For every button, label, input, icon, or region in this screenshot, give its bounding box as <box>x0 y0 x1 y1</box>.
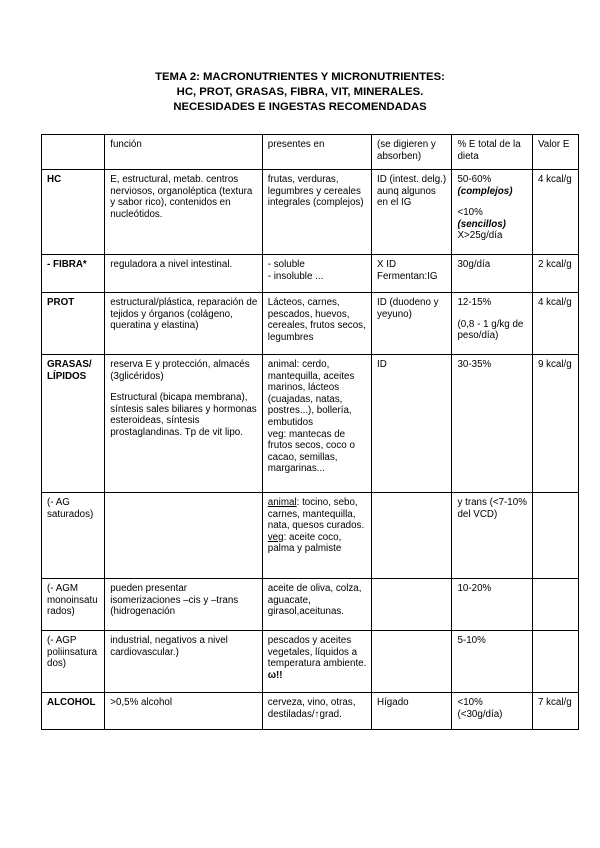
header-funcion: función <box>105 135 263 170</box>
cell-presentes <box>262 255 371 293</box>
ag-sat-veg-key: veg <box>267 531 284 543</box>
cell-pct: 30-35% <box>452 355 532 493</box>
fibra-insoluble: - insoluble ... <box>267 270 324 282</box>
cell-funcion: industrial, negativos a nivel cardiovascular.) <box>105 631 263 693</box>
cell-valor: 4 kcal/g <box>532 293 578 355</box>
cell-digestion <box>372 255 452 293</box>
cell-presentes: frutas, verduras, legumbres y cereales integrales (complejos) <box>262 170 371 255</box>
fibra-soluble: - soluble <box>267 259 305 270</box>
fibra-no-id: X ID <box>377 259 397 270</box>
cell-digestion: ID (intest. delg.) aunq algunos en el IG <box>372 170 452 255</box>
cell-funcion: estructural/plástica, reparación de tejidos y órganos (colágeno, queratina y elastina) <box>105 293 263 355</box>
cell-valor: 9 kcal/g <box>532 355 578 493</box>
cell-funcion <box>105 493 263 579</box>
ag-sat-animal-list: : tocino, sebo, carnes, mantequilla, nata, quesos curados. <box>267 497 365 532</box>
pct-fibra-min: X>25g/día <box>457 230 503 242</box>
header-pct-energia: % E total de la dieta <box>452 135 532 170</box>
row-label-agm: (- AGM monoinsaturados) <box>42 579 105 631</box>
pct-complejos: 50-60% <box>457 174 492 185</box>
cell-valor <box>532 579 578 631</box>
fibra-fermentan: Fermentan:IG <box>377 270 438 282</box>
cell-funcion: >0,5% alcohol <box>105 693 263 730</box>
cell-funcion: reguladora a nivel intestinal. <box>105 255 263 293</box>
row-label-ag-saturados: (- AG saturados) <box>42 493 105 579</box>
table-row <box>42 355 579 493</box>
cell-funcion: pueden presentar isomerizaciones –cis y –trans (hidrogenación <box>105 579 263 631</box>
table-row <box>42 631 579 693</box>
cell-presentes <box>262 493 371 579</box>
omega-mark: ω!! <box>267 669 283 681</box>
grasas-funcion-reserva: reserva E y protección, almacés (3glicéridos) <box>110 359 250 382</box>
table-row <box>42 693 579 730</box>
ag-sat-veg-list: : aceite coco, palma y palmiste <box>267 531 342 555</box>
header-empty <box>42 135 105 170</box>
header-row <box>42 135 579 170</box>
cell-presentes: cerveza, vino, otras, destiladas/↑grad. <box>262 693 371 730</box>
cell-pct: 5-10% <box>452 631 532 693</box>
cell-presentes <box>262 355 371 493</box>
cell-presentes: aceite de oliva, colza, aguacate, girasol,aceitunas. <box>262 579 371 631</box>
cell-pct <box>452 293 532 355</box>
cell-digestion <box>372 493 452 579</box>
table-row <box>42 579 579 631</box>
table-row <box>42 255 579 293</box>
row-label-fibra: - FIBRA* <box>42 255 105 293</box>
alcohol-g-dia: (<30g/día) <box>457 708 503 720</box>
ag-sat-animal-key: animal <box>267 497 297 508</box>
title-line-3: NECESIDADES E INGESTAS RECOMENDADAS <box>173 101 427 113</box>
cell-pct: 30g/día <box>452 255 532 293</box>
cell-valor <box>532 493 578 579</box>
row-label-alcohol: ALCOHOL <box>42 693 105 730</box>
grasas-vegetal: veg: mantecas de frutos secos, coco o cacao, semillas, margarinas... <box>267 428 355 475</box>
ag-sat-veg <box>268 532 367 555</box>
cell-pct <box>452 693 532 730</box>
pct-sencillos-note: (sencillos) <box>457 218 506 230</box>
document-title <box>40 70 560 115</box>
header-presentes: presentes en <box>262 135 371 170</box>
row-label-hc: HC <box>42 170 105 255</box>
pct-sencillos: <10% <box>457 207 483 219</box>
grasas-funcion-estructural: Estructural (bicapa membrana), síntesis sales biliares y hormonas esteroideas, síntesis prostaglandinas. Tp de vit lipo. <box>110 392 257 438</box>
header-digestion: (se digieren y absorben) <box>372 135 452 170</box>
cell-valor <box>532 631 578 693</box>
table-row <box>42 493 579 579</box>
prot-pct: 12-15% <box>457 297 492 308</box>
cell-pct <box>452 170 532 255</box>
cell-valor: 2 kcal/g <box>532 255 578 293</box>
row-label-grasas: GRASAS/ LÍPIDOS <box>42 355 105 493</box>
cell-funcion <box>105 355 263 493</box>
row-label-prot: PROT <box>42 293 105 355</box>
agp-sources: pescados y aceites vegetales, líquidos a temperatura ambiente. <box>267 635 367 670</box>
cell-funcion: E, estructural, metab. centros nerviosos, organoléptica (textura y sabor rico), contenidos en nucleótidos. <box>105 170 263 255</box>
prot-g-kg: (0,8 - 1 g/kg de peso/día) <box>457 318 524 342</box>
cell-presentes <box>262 631 371 693</box>
table-row <box>42 170 579 255</box>
cell-digestion: ID <box>372 355 452 493</box>
cell-presentes: Lácteos, carnes, pescados, huevos, cereales, frutos secos, legumbres <box>262 293 371 355</box>
table-row <box>42 293 579 355</box>
header-valor-energia: Valor E <box>532 135 578 170</box>
cell-digestion <box>372 631 452 693</box>
cell-valor: 4 kcal/g <box>532 170 578 255</box>
cell-pct: y trans (<7-10% del VCD) <box>452 493 532 579</box>
title-line-2: HC, PROT, GRASAS, FIBRA, VIT, MINERALES. <box>176 86 424 98</box>
title-line-1: TEMA 2: MACRONUTRIENTES Y MICRONUTRIENTES: <box>155 71 445 83</box>
pct-complejos-note: (complejos) <box>457 185 513 197</box>
row-label-agp: (- AGP poliinsaturados) <box>42 631 105 693</box>
cell-digestion: Hígado <box>372 693 452 730</box>
nutrients-table <box>41 134 579 730</box>
grasas-animal: animal: cerdo, mantequilla, aceites marinos, lácteos (cuajadas, natas, postres...), bollería, embutidos <box>267 359 355 428</box>
ag-sat-animal <box>268 497 367 532</box>
cell-digestion <box>372 579 452 631</box>
cell-pct: 10-20% <box>452 579 532 631</box>
cell-digestion: ID (duodeno y yeyuno) <box>372 293 452 355</box>
cell-valor: 7 kcal/g <box>532 693 578 730</box>
alcohol-pct: <10% <box>457 697 483 708</box>
